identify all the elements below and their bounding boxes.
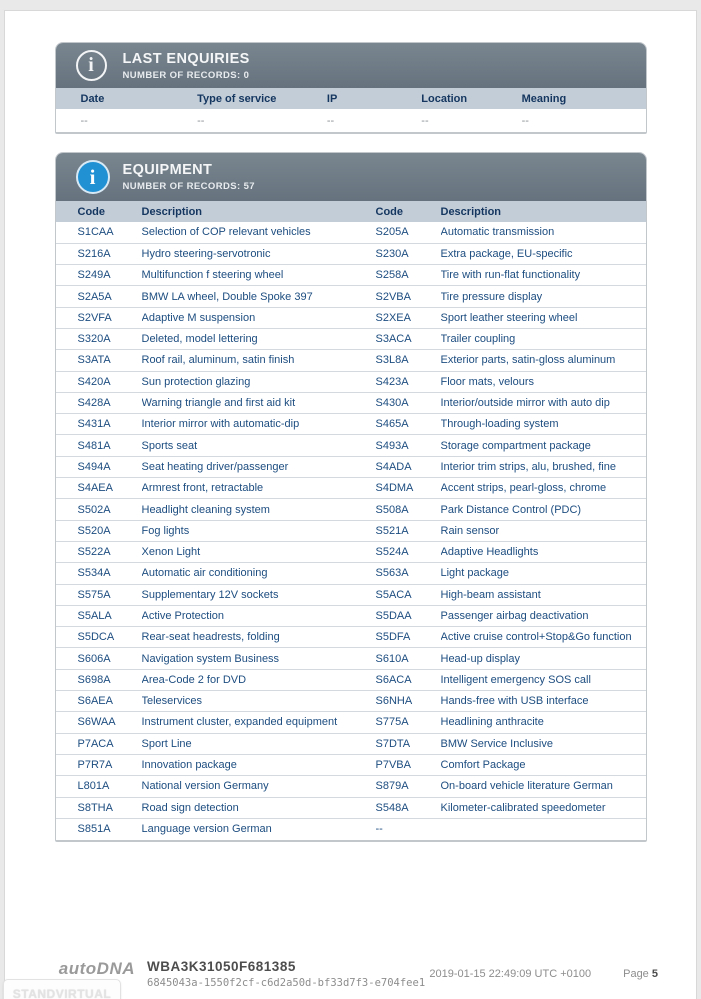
last-enquiries-table [56, 88, 646, 132]
equipment-description-cell: Hydro steering-servotronic [142, 243, 376, 264]
equipment-code-cell: S3ATA [56, 350, 142, 371]
equipment-description-cell: Sports seat [142, 435, 376, 456]
cell-type-of-service: -- [197, 114, 205, 127]
equipment-code-cell: S481A [56, 435, 142, 456]
equipment-description-cell: Kilometer-calibrated speedometer [441, 797, 646, 818]
equipment-code-cell: S521A [376, 520, 441, 541]
equipment-row [56, 243, 646, 264]
column-header-description-left: Description [142, 201, 376, 222]
info-icon: i [76, 50, 107, 81]
equipment-row [56, 669, 646, 690]
equipment-row [56, 328, 646, 349]
equipment-row [56, 776, 646, 797]
equipment-description-cell: Adaptive Headlights [441, 541, 646, 562]
equipment-row [56, 691, 646, 712]
equipment-description-cell: Automatic air conditioning [142, 563, 376, 584]
equipment-section [55, 152, 647, 842]
equipment-code-cell: S6NHA [376, 691, 441, 712]
equipment-code-cell: S2A5A [56, 286, 142, 307]
equipment-code-cell: S216A [56, 243, 142, 264]
equipment-code-cell: S230A [376, 243, 441, 264]
equipment-row [56, 584, 646, 605]
equipment-code-cell: S4DMA [376, 478, 441, 499]
equipment-description-cell: Navigation system Business [142, 648, 376, 669]
equipment-code-cell: S4ADA [376, 456, 441, 477]
equipment-row [56, 392, 646, 413]
page-label: Page [623, 968, 649, 980]
equipment-code-cell: S775A [376, 712, 441, 733]
last-enquiries-header [56, 43, 646, 88]
equipment-code-cell: S431A [56, 414, 142, 435]
equipment-code-cell: S423A [376, 371, 441, 392]
report-page [4, 10, 697, 999]
equipment-table [56, 201, 646, 840]
report-footer [5, 959, 696, 999]
equipment-description-cell: Light package [441, 563, 646, 584]
equipment-code-cell: S3ACA [376, 328, 441, 349]
vin-block [147, 959, 429, 989]
equipment-description-cell: Warning triangle and first aid kit [142, 392, 376, 413]
equipment-code-cell: S6AEA [56, 691, 142, 712]
equipment-code-cell: S606A [56, 648, 142, 669]
equipment-code-cell: -- [375, 823, 383, 836]
equipment-description-cell: BMW Service Inclusive [441, 733, 646, 754]
equipment-code-cell: S534A [56, 563, 142, 584]
equipment-description-cell: Fog lights [142, 520, 376, 541]
equipment-code-cell: S2XEA [376, 307, 441, 328]
equipment-code-cell: S2VBA [376, 286, 441, 307]
equipment-description-cell: Armrest front, retractable [142, 478, 376, 499]
equipment-row [56, 712, 646, 733]
column-header-meaning: Meaning [522, 88, 646, 109]
equipment-row [56, 499, 646, 520]
column-header-date: Date [56, 88, 198, 109]
equipment-code-cell: S5DCA [56, 627, 142, 648]
equipment-description-cell [441, 818, 646, 839]
equipment-code-cell: S493A [376, 435, 441, 456]
equipment-description-cell: Roof rail, aluminum, satin finish [142, 350, 376, 371]
equipment-code-cell: S851A [77, 823, 111, 836]
equipment-description-cell: Hands-free with USB interface [441, 691, 646, 712]
equipment-code-cell: S5ACA [376, 584, 441, 605]
equipment-row [56, 222, 646, 243]
equipment-row [56, 414, 646, 435]
equipment-description-cell: Comfort Package [441, 754, 646, 775]
equipment-code-cell: P7R7A [56, 754, 142, 775]
equipment-code-cell: S610A [376, 648, 441, 669]
equipment-code-cell: S6ACA [376, 669, 441, 690]
equipment-description-cell: High-beam assistant [441, 584, 646, 605]
equipment-description-cell: Teleservices [142, 691, 376, 712]
column-header-location: Location [421, 88, 521, 109]
equipment-description-cell: Head-up display [441, 648, 646, 669]
equipment-column-header-row [56, 201, 646, 222]
equipment-description-cell: Extra package, EU-specific [441, 243, 646, 264]
equipment-code-cell: S5DFA [376, 627, 441, 648]
equipment-code-cell: S494A [56, 456, 142, 477]
equipment-description-cell: National version Germany [142, 776, 376, 797]
equipment-code-cell: S8THA [56, 797, 142, 818]
equipment-description-cell: On-board vehicle literature German [441, 776, 646, 797]
last-enquiries-column-header-row [56, 88, 646, 109]
cell-date: -- [80, 114, 88, 127]
vin-number: WBA3K31050F681385 [147, 959, 296, 974]
equipment-row [56, 456, 646, 477]
last-enquiries-empty-row [56, 109, 646, 132]
equipment-code-cell: L801A [56, 776, 142, 797]
equipment-code-cell: S5DAA [376, 605, 441, 626]
equipment-description-cell: Language version German [141, 823, 272, 836]
equipment-row [56, 265, 646, 286]
equipment-description-cell: Through-loading system [441, 414, 646, 435]
equipment-description-cell: Sport leather steering wheel [441, 307, 646, 328]
equipment-code-cell: S879A [376, 776, 441, 797]
cell-location: -- [421, 114, 429, 127]
section-title: EQUIPMENT [122, 162, 213, 178]
equipment-row [56, 733, 646, 754]
equipment-description-cell: Floor mats, velours [441, 371, 646, 392]
equipment-code-cell: S249A [56, 265, 142, 286]
equipment-code-cell: S508A [376, 499, 441, 520]
equipment-description-cell: Tire pressure display [441, 286, 646, 307]
info-icon: i [76, 160, 110, 194]
equipment-code-cell: S465A [376, 414, 441, 435]
equipment-row [56, 818, 646, 839]
equipment-code-cell: S522A [56, 541, 142, 562]
equipment-row [56, 627, 646, 648]
equipment-description-cell: Headlining anthracite [441, 712, 646, 733]
equipment-code-cell: S4AEA [56, 478, 142, 499]
equipment-description-cell: Headlight cleaning system [142, 499, 376, 520]
equipment-description-cell: Sport Line [142, 733, 376, 754]
column-header-description-right: Description [441, 201, 646, 222]
equipment-code-cell: S2VFA [56, 307, 142, 328]
equipment-row [56, 478, 646, 499]
equipment-description-cell: Area-Code 2 for DVD [142, 669, 376, 690]
autodna-logo: autoDNA [58, 959, 135, 978]
column-header-type-of-service: Type of service [197, 88, 327, 109]
equipment-row [56, 307, 646, 328]
equipment-row [56, 797, 646, 818]
equipment-code-cell: S428A [56, 392, 142, 413]
equipment-description-cell: Selection of COP relevant vehicles [142, 222, 376, 243]
equipment-description-cell: Trailer coupling [441, 328, 646, 349]
logo-block [5, 959, 135, 999]
equipment-description-cell: BMW LA wheel, Double Spoke 397 [142, 286, 376, 307]
column-header-ip: IP [327, 88, 421, 109]
equipment-code-cell: S320A [56, 328, 142, 349]
equipment-description-cell: Rain sensor [441, 520, 646, 541]
equipment-description-cell: Park Distance Control (PDC) [441, 499, 646, 520]
equipment-description-cell: Interior trim strips, alu, brushed, fine [441, 456, 646, 477]
standvirtual-watermark-stamp: STANDVIRTUAL [3, 979, 121, 999]
equipment-description-cell: Adaptive M suspension [142, 307, 376, 328]
equipment-row [56, 754, 646, 775]
equipment-code-cell: S430A [376, 392, 441, 413]
equipment-description-cell: Intelligent emergency SOS call [441, 669, 646, 690]
equipment-description-cell: Tire with run-flat functionality [441, 265, 646, 286]
column-header-code-left: Code [56, 201, 142, 222]
equipment-description-cell: Exterior parts, satin-gloss aluminum [441, 350, 646, 371]
page-indicator [623, 968, 658, 980]
equipment-code-cell: S524A [376, 541, 441, 562]
equipment-code-cell: P7ACA [56, 733, 142, 754]
equipment-row [56, 371, 646, 392]
cell-meaning: -- [521, 114, 529, 127]
equipment-row [56, 541, 646, 562]
cell-ip: -- [326, 114, 335, 127]
last-enquiries-section [55, 42, 647, 134]
equipment-code-cell: S420A [56, 371, 142, 392]
equipment-code-cell: S520A [56, 520, 142, 541]
equipment-row [56, 286, 646, 307]
equipment-description-cell: Active Protection [142, 605, 376, 626]
equipment-code-cell: P7VBA [376, 754, 441, 775]
equipment-code-cell: S502A [56, 499, 142, 520]
column-header-code-right: Code [376, 201, 441, 222]
equipment-description-cell: Automatic transmission [441, 222, 646, 243]
equipment-description-cell: Storage compartment package [441, 435, 646, 456]
equipment-description-cell: Innovation package [142, 754, 376, 775]
equipment-code-cell: S1CAA [56, 222, 142, 243]
equipment-code-cell: S205A [376, 222, 441, 243]
records-count-label: NUMBER OF RECORDS: 57 [122, 181, 255, 192]
equipment-description-cell: Interior/outside mirror with auto dip [441, 392, 646, 413]
report-timestamp: 2019-01-15 22:49:09 UTC +0100 [429, 968, 592, 980]
equipment-description-cell: Interior mirror with automatic-dip [142, 414, 376, 435]
report-hash: 6845043a-1550f2cf-c6d2a50d-bf33d7f3-e704fee1 [147, 977, 426, 989]
equipment-description-cell: Seat heating driver/passenger [142, 456, 376, 477]
equipment-row [56, 520, 646, 541]
equipment-description-cell: Passenger airbag deactivation [441, 605, 646, 626]
equipment-row [56, 605, 646, 626]
equipment-description-cell: Multifunction f steering wheel [142, 265, 376, 286]
page-number: 5 [651, 968, 658, 980]
equipment-code-cell: S7DTA [376, 733, 441, 754]
equipment-code-cell: S5ALA [56, 605, 142, 626]
equipment-description-cell: Accent strips, pearl-gloss, chrome [441, 478, 646, 499]
equipment-row [56, 435, 646, 456]
equipment-description-cell: Rear-seat headrests, folding [142, 627, 376, 648]
equipment-row [56, 563, 646, 584]
equipment-description-cell: Active cruise control+Stop&Go function [441, 627, 646, 648]
section-title: LAST ENQUIRIES [122, 50, 250, 67]
equipment-code-cell: S548A [376, 797, 441, 818]
equipment-rows [56, 222, 646, 840]
equipment-header-text [123, 162, 255, 192]
equipment-code-cell: S575A [56, 584, 142, 605]
equipment-description-cell: Supplementary 12V sockets [142, 584, 376, 605]
equipment-code-cell: S3L8A [376, 350, 441, 371]
equipment-description-cell: Deleted, model lettering [142, 328, 376, 349]
equipment-row [56, 350, 646, 371]
equipment-description-cell: Instrument cluster, expanded equipment [142, 712, 376, 733]
equipment-header [56, 153, 646, 201]
equipment-description-cell: Sun protection glazing [142, 371, 376, 392]
equipment-code-cell: S698A [56, 669, 142, 690]
equipment-description-cell: Xenon Light [142, 541, 376, 562]
equipment-code-cell: S6WAA [56, 712, 142, 733]
equipment-code-cell: S563A [376, 563, 441, 584]
equipment-row [56, 648, 646, 669]
records-count-label: NUMBER OF RECORDS: 0 [122, 69, 250, 81]
equipment-description-cell: Road sign detection [142, 797, 376, 818]
equipment-code-cell: S258A [376, 265, 441, 286]
last-enquiries-header-text [123, 51, 250, 81]
